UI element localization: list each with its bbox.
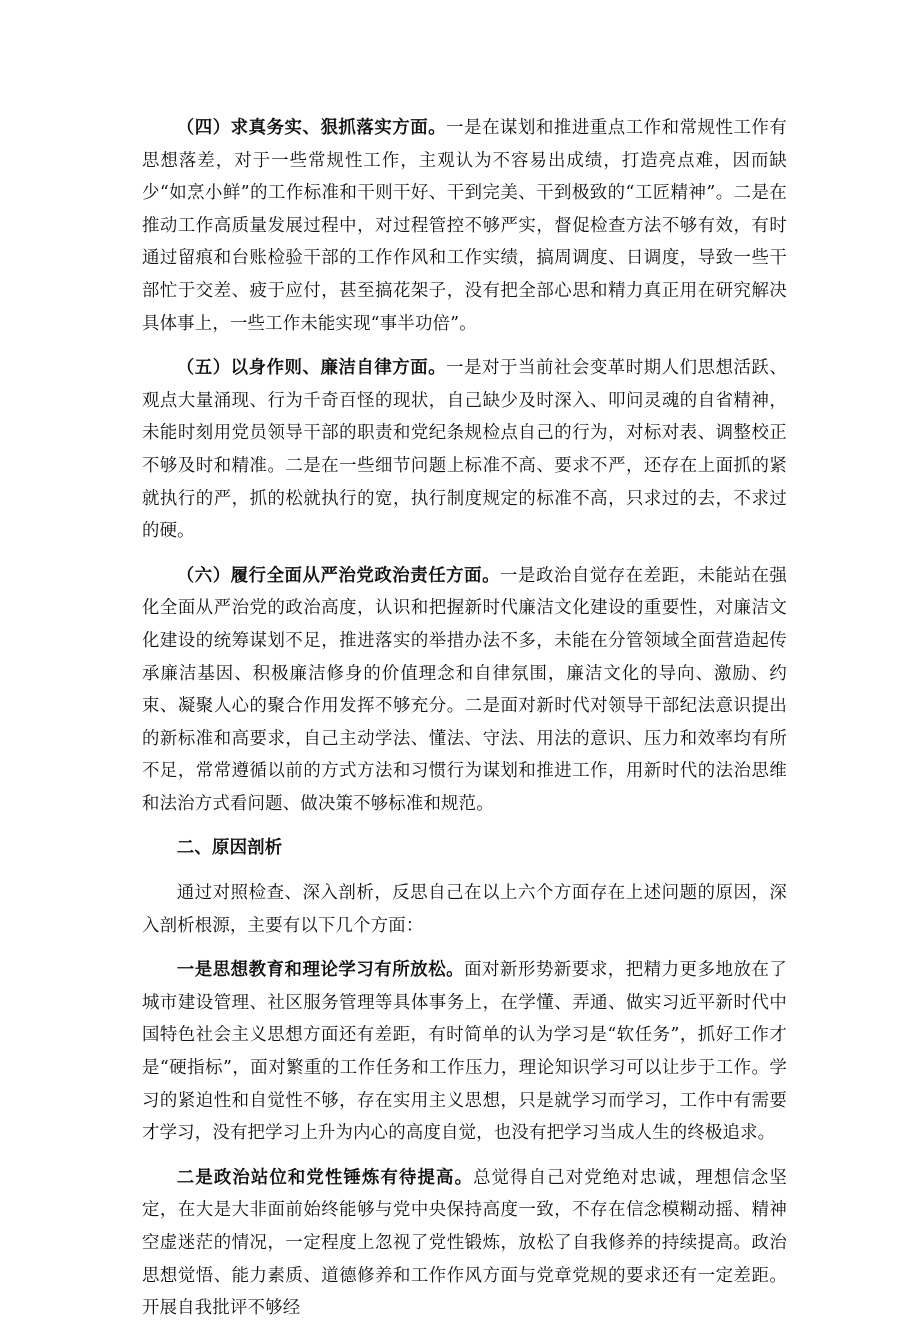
cause-paragraph-2 [142, 1162, 787, 1325]
paragraph-4-heading: （四）求真务实、狠抓落实方面。 [176, 118, 447, 138]
intro-paragraph-body: 通过对照检查、深入剖析，反思自己在以上六个方面存在上述问题的原因，深入剖析根源，主要有以下几个方面： [142, 883, 787, 936]
cause-paragraph-1 [142, 954, 787, 1150]
intro-paragraph [142, 877, 787, 942]
paragraph-5-body: 一是对于当前社会变革时期人们思想活跃、观点大量涌现、行为千奇百怪的现状，自己缺少及时深入、叩问灵魂的自省精神，未能时刻用党员领导干部的职责和党纪条规检点自己的行为，对标对表、调整校正不够及时和精准。二是在一些细节问题上标准不高、要求不严，还存在上面抓的紧就执行的严，抓的松就执行的宽，执行制度规定的标准不高，只求过的去，不求过的硬。 [142, 358, 787, 542]
paragraph-5-heading: （五）以身作则、廉洁自律方面。 [176, 358, 447, 379]
cause-2-body: 总觉得自己对党绝对忠诚，理想信念坚定，在大是大非面前始终能够与党中央保持高度一致，不存在信念模糊动摇、精神空虚迷茫的情况，一定程度上忽视了党性锻炼，放松了自我修养的持续提高。政治思想觉悟、能力素质、道德修养和工作作风方面与党章党规的要求还有一定差距。开展自我批评不够经 [142, 1167, 788, 1319]
cause-2-heading: 二是政治站位和党性锤炼有待提高。 [176, 1167, 474, 1188]
cause-1-body: 面对新形势新要求，把精力更多地放在了城市建设管理、社区服务管理等具体事务上，在学懂、弄通、做实习近平新时代中国特色社会主义思想方面还有差距，有时简单的认为学习是“软任务”，抓好工作才是“硬指标”，面对繁重的工作任务和工作压力，理论知识学习可以让步于工作。学习的紧迫性和自觉性不够，存在实用主义思想，只是就学习而学习，工作中有需要才学习，没有把学习上升为内心的高度自觉，也没有把学习当成人生的终极追求。 [142, 960, 787, 1144]
cause-1-heading: 一是思想教育和理论学习有所放松。 [176, 960, 465, 981]
document-page [142, 112, 787, 1337]
paragraph-6-heading: （六）履行全面从严治党政治责任方面。 [176, 565, 501, 586]
paragraph-6-body: 一是政治自觉存在差距，未能站在强化全面从严治党的政治高度，认识和把握新时代廉洁文化建设的重要性，对廉洁文化建设的统筹谋划不足，推进落实的举措办法不多，未能在分管领域全面营造起传承廉洁基因、积极廉洁修身的价值理念和自律氛围，廉洁文化的导向、激励、约束、凝聚人心的聚合作用发挥不够充分。二是面对新时代对领导干部纪法意识提出的新标准和高要求，自己主动学法、懂法、守法、用法的意识、压力和效率均有所不足，常常遵循以前的方式方法和习惯行为谋划和推进工作，用新时代的法治思维和法治方式看问题、做决策不够标准和规范。 [142, 565, 788, 814]
paragraph-4-body: 一是在谋划和推进重点工作和常规性工作有思想落差，对于一些常规性工作，主观认为不容易出成绩，打造亮点难，因而缺少“如烹小鲜”的工作标准和干则干好、干到完美、干到极致的“工匠精神”。二是在推动工作高质量发展过程中，对过程管控不够严实，督促检查方法不够有效，有时通过留痕和台账检验干部的工作作风和工作实绩，搞周调度、日调度，导致一些干部忙于交差、疲于应付，甚至搞花架子，没有把全部心思和精力真正用在研究解决具体事上，一些工作未能实现“事半功倍”。 [142, 118, 787, 334]
paragraph-4 [142, 112, 787, 340]
paragraph-5 [142, 352, 787, 548]
section-heading-cause-analysis [142, 832, 787, 865]
section-heading-text: 二、原因剖析 [176, 838, 283, 859]
paragraph-6 [142, 560, 787, 821]
